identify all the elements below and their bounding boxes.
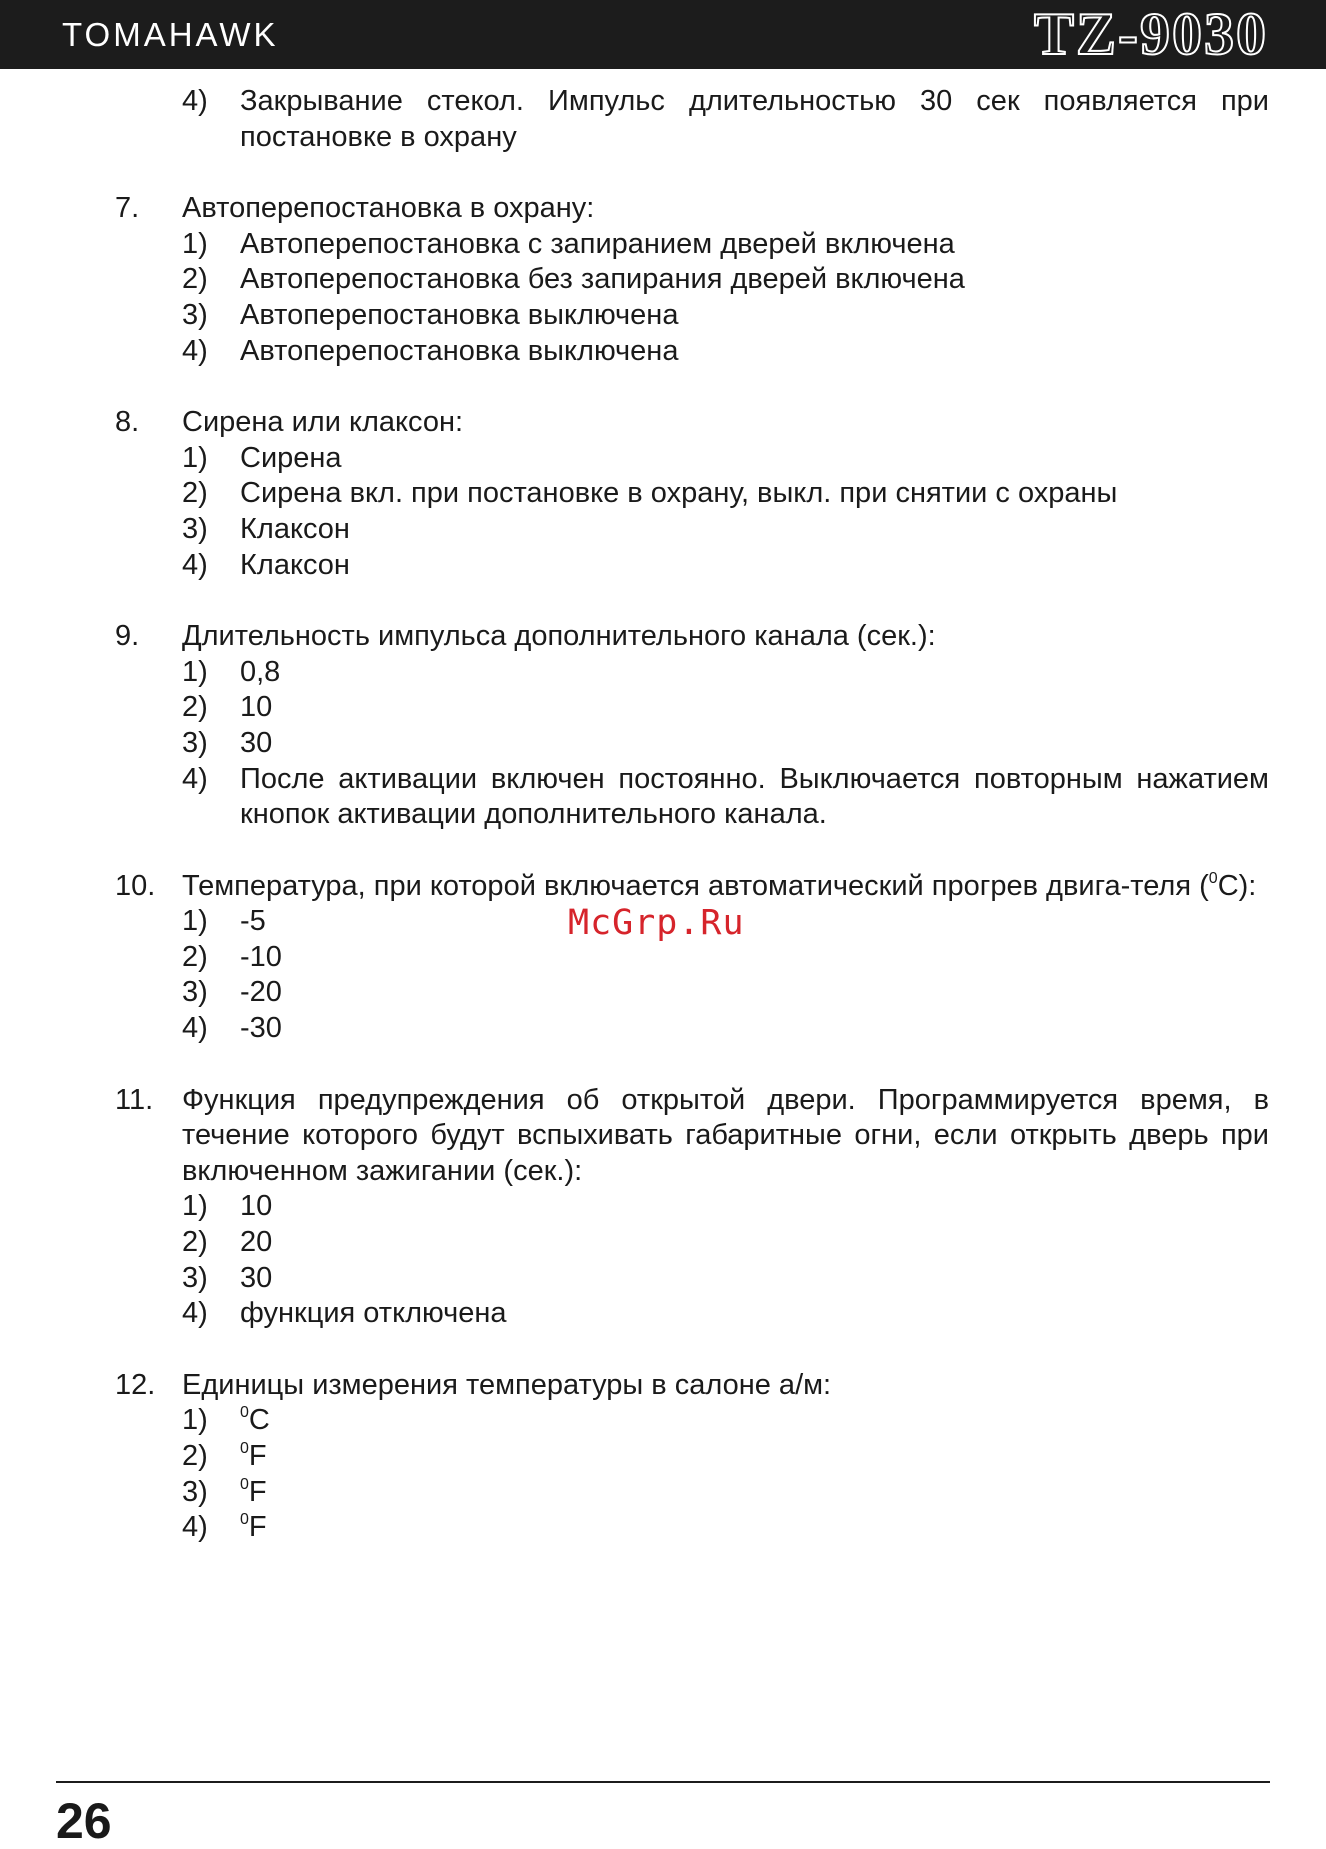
question-text: Длительность импульса дополнительного канала (сек.): [182, 620, 936, 653]
list-item [0, 690, 1326, 726]
unit-text: C [248, 1404, 270, 1437]
question-text [182, 869, 1269, 905]
question-text-main: Температура, при которой включается автоматический прогрев двига-теля ( [182, 869, 1209, 902]
option-number: 4) [182, 1012, 208, 1045]
option-number: 1) [182, 1404, 208, 1437]
list-item [0, 227, 1326, 263]
list-item [0, 1439, 1326, 1475]
question-number: 8. [115, 406, 140, 439]
option-text: Закрывание стекол. Импульс длительностью 30 сек появляется при постановке в охрану [240, 85, 1269, 153]
list-item [0, 1261, 1326, 1297]
list-item [0, 334, 1326, 370]
list-item [0, 1011, 1326, 1047]
option-text: Клаксон [240, 548, 350, 581]
option-text: -5 [240, 905, 266, 938]
option-text: Клаксон [240, 512, 350, 545]
option-text: Автоперепостановка выключена [240, 298, 679, 331]
option-text: -10 [240, 940, 282, 973]
option-text: Автоперепостановка с запиранием дверей включена [240, 227, 955, 260]
option-number: 4) [182, 548, 208, 581]
option-number: 2) [182, 940, 208, 973]
list-item [0, 1403, 1326, 1439]
watermark-text: McGrp.Ru [568, 903, 745, 943]
option-number: 4) [182, 762, 208, 795]
degree-superscript: 0 [240, 1404, 249, 1422]
list-item [0, 975, 1326, 1011]
question-text: Автоперепостановка в охрану: [182, 192, 595, 225]
list-item [0, 1225, 1326, 1261]
option-text: 10 [240, 691, 273, 724]
list-item [0, 940, 1326, 976]
list-item [0, 1296, 1326, 1332]
unit-text: F [248, 1511, 267, 1544]
list-item [0, 726, 1326, 762]
option-number: 3) [182, 1261, 208, 1294]
list-item [0, 262, 1326, 298]
question-row [0, 619, 1326, 655]
option-number: 3) [182, 976, 208, 1009]
list-item [0, 1189, 1326, 1225]
section-9 [0, 619, 1326, 833]
degree-superscript: 0 [1208, 869, 1218, 887]
option-text: После активации включен постоянно. Выключается повторным нажатием кнопок активации дополнительного канала. [240, 762, 1269, 831]
option-text: 10 [240, 1190, 273, 1223]
list-item [0, 512, 1326, 548]
option-text: 30 [240, 726, 273, 759]
option-number: 3) [182, 512, 208, 545]
option-text: Сирена [240, 441, 342, 474]
question-number: 7. [115, 192, 140, 225]
option-text: функция отключена [240, 1297, 507, 1330]
question-row [0, 191, 1326, 227]
question-number: 9. [115, 620, 140, 653]
unit-text: F [248, 1475, 267, 1508]
option-number: 2) [182, 1440, 208, 1472]
list-item [0, 655, 1326, 691]
question-text: Единицы измерения температуры в салоне а/м: [182, 1368, 832, 1401]
degree-superscript: 0 [240, 1475, 249, 1493]
option-text [240, 1510, 1269, 1546]
section-10 [0, 869, 1326, 1047]
option-text: -20 [240, 976, 282, 1009]
model-name: TZ-9030 [1033, 1, 1268, 67]
option-text: Автоперепостановка выключена [240, 334, 679, 367]
option-number: 4) [182, 85, 208, 117]
question-text-tail: С): [1217, 869, 1257, 902]
option-number: 3) [182, 726, 208, 759]
option-text: -30 [240, 1012, 282, 1045]
unit-text: F [248, 1440, 267, 1472]
option-number: 3) [182, 298, 208, 331]
question-number: 12. [115, 1368, 156, 1401]
option-number: 1) [182, 905, 208, 938]
degree-superscript: 0 [240, 1440, 249, 1457]
list-item [0, 84, 1326, 155]
section-12 [0, 1368, 1326, 1546]
page-header [0, 0, 1326, 69]
question-text: Функция предупреждения об открытой двери. Программируется время, в течение которого будут вспыхивать габаритные огни, если открыть дверь при включенном зажигании (сек.): [182, 1083, 1269, 1187]
list-item [0, 762, 1326, 833]
list-item [0, 298, 1326, 334]
option-number: 1) [182, 227, 208, 260]
option-number: 1) [182, 1190, 208, 1223]
option-number: 1) [182, 655, 208, 688]
page-number: 26 [56, 1793, 112, 1849]
section-8 [0, 405, 1326, 583]
section-7 [0, 191, 1326, 369]
option-text: 30 [240, 1261, 273, 1294]
option-number: 4) [182, 1297, 208, 1330]
option-text [240, 1475, 1269, 1511]
question-row [0, 1368, 1326, 1404]
option-text: Сирена вкл. при постановке в охрану, выкл. при снятии с охраны [240, 477, 1118, 510]
option-number: 2) [182, 691, 208, 724]
option-number: 1) [182, 441, 208, 474]
question-row [0, 869, 1326, 905]
option-number: 2) [182, 477, 208, 510]
question-number: 11. [115, 1083, 154, 1116]
option-text [240, 1439, 1269, 1475]
list-item [0, 441, 1326, 477]
question-row [0, 1083, 1326, 1190]
list-item [0, 1510, 1326, 1546]
section-continuation [0, 84, 1326, 155]
degree-superscript: 0 [240, 1511, 249, 1529]
page-content [0, 84, 1326, 1582]
question-row [0, 405, 1326, 441]
option-number: 3) [182, 1475, 208, 1508]
option-text: Автоперепостановка без запирания дверей включена [240, 263, 965, 296]
option-text [240, 1403, 1269, 1439]
section-11 [0, 1083, 1326, 1332]
option-number: 2) [182, 1226, 208, 1259]
option-text: 20 [240, 1226, 273, 1259]
option-number: 4) [182, 1511, 208, 1544]
list-item [0, 548, 1326, 584]
option-text: 0,8 [240, 655, 281, 688]
list-item [0, 476, 1326, 512]
footer-divider [56, 1781, 1270, 1783]
question-text: Сирена или клаксон: [182, 406, 464, 439]
brand-name: TOMAHAWK [62, 16, 279, 53]
option-number: 2) [182, 263, 208, 296]
list-item [0, 1475, 1326, 1511]
option-number: 4) [182, 334, 208, 367]
question-number: 10. [115, 869, 156, 902]
